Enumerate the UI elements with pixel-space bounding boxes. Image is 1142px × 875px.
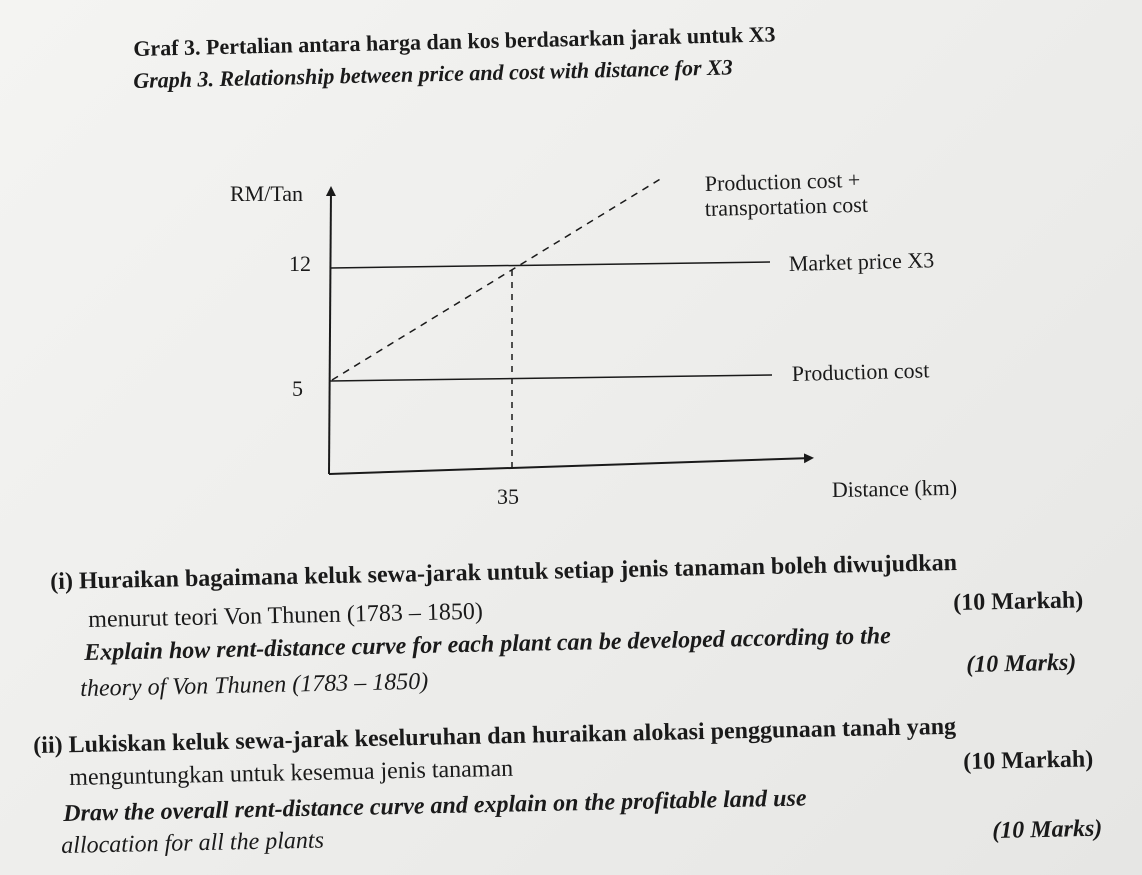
total-cost-label-line1: Production cost + xyxy=(704,166,861,196)
production-cost-line xyxy=(330,375,772,381)
q2-malay-marks: (10 Markah) xyxy=(963,746,1094,775)
total-cost-dashed-line xyxy=(332,178,662,380)
q2-english-line1: Draw the overall rent-distance curve and explain on the profitable land use xyxy=(63,785,807,827)
y-axis-label: RM/Tan xyxy=(230,181,304,206)
q2-malay-line1: (ii) Lukiskan keluk sewa-jarak keseluruhan dan huraikan alokasi penggunaan tanah yang xyxy=(33,713,957,759)
q1-english-marks: (10 Marks) xyxy=(966,649,1077,678)
q1-malay-line1: (i) Huraikan bagaimana keluk sewa-jarak untuk setiap jenis tanaman boleh diwujudkan xyxy=(50,550,958,595)
q1-malay-marks: (10 Markah) xyxy=(953,587,1084,616)
graph-title-english: Graph 3. Relationship between price and cost with distance for X3 xyxy=(133,54,733,93)
q1-malay-line2: menurut teori Von Thunen (1783 – 1850) xyxy=(88,598,484,633)
q2-english-line2: allocation for all the plants xyxy=(61,827,325,859)
x-axis-label: Distance (km) xyxy=(831,474,958,502)
y-tick-12: 12 xyxy=(289,251,311,276)
q1-english-line1: Explain how rent-distance curve for each plant can be developed according to the xyxy=(84,623,891,666)
graph-title-malay: Graf 3. Pertalian antara harga dan kos berdasarkan jarak untuk X3 xyxy=(133,21,776,61)
production-cost-label: Production cost xyxy=(791,357,930,386)
market-price-label: Market price X3 xyxy=(788,247,935,276)
q2-english-marks: (10 Marks) xyxy=(992,815,1103,844)
y-tick-5: 5 xyxy=(292,376,303,401)
total-cost-label-line2: transportation cost xyxy=(704,191,869,221)
market-price-line xyxy=(330,262,770,268)
y-axis xyxy=(329,188,331,474)
x-axis xyxy=(329,458,812,474)
q2-malay-line2: menguntungkan untuk kesemua jenis tanaman xyxy=(69,755,514,791)
x-tick-35: 35 xyxy=(497,484,519,509)
q1-english-line2: theory of Von Thunen (1783 – 1850) xyxy=(80,668,429,702)
